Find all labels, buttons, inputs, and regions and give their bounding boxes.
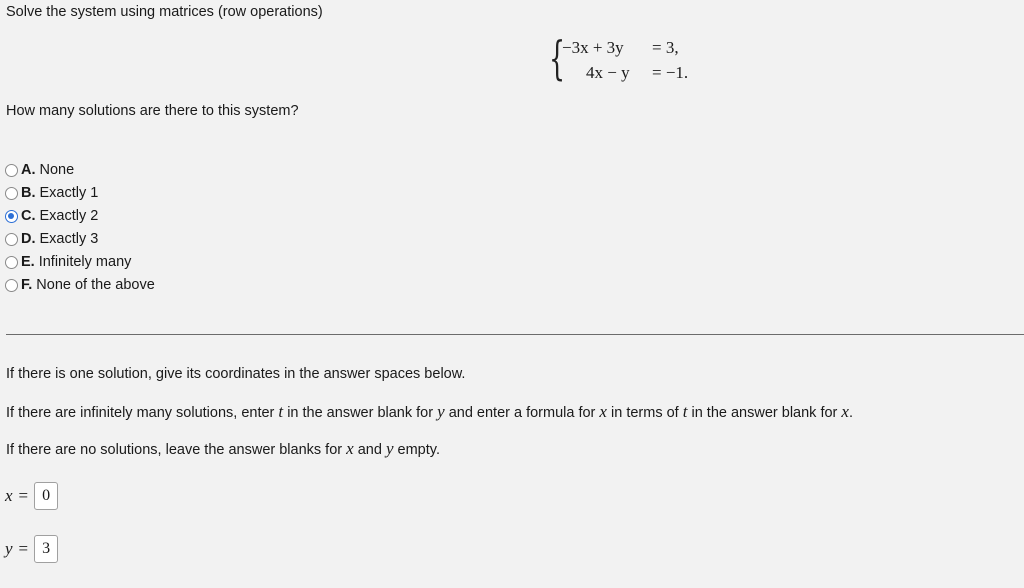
option-e-label: Infinitely many <box>38 254 132 270</box>
option-a-label: None <box>39 162 75 178</box>
radio-option-b[interactable] <box>5 187 18 200</box>
var-x-3: x <box>346 439 354 458</box>
instr-inf-c: and enter a formula for <box>448 405 596 421</box>
section-divider <box>6 334 1024 335</box>
equation-system <box>549 31 709 85</box>
option-c-letter: C. <box>21 208 36 224</box>
radio-option-a[interactable] <box>5 164 18 177</box>
equation-row-2-rhs: = −1. <box>652 63 689 82</box>
answer-row-x <box>5 481 58 511</box>
radio-option-d[interactable] <box>5 233 18 246</box>
problem-title: Solve the system using matrices (row operations) <box>6 4 323 20</box>
instruction-infinite-solutions <box>6 402 853 422</box>
instr-inf-a: If there are infinitely many solutions, enter <box>6 405 275 421</box>
radio-option-f[interactable] <box>5 279 18 292</box>
option-f[interactable] <box>5 274 155 296</box>
question-text: How many solutions are there to this system? <box>6 103 299 119</box>
instr-inf-end: . <box>848 405 853 421</box>
option-c[interactable] <box>5 205 98 227</box>
var-t: t <box>278 402 284 421</box>
answer-row-y <box>5 534 58 564</box>
answer-x-input[interactable]: 0 <box>34 482 58 510</box>
equation-row-1-rhs: = 3, <box>652 38 679 57</box>
instr-none-c: empty. <box>397 442 440 458</box>
option-e-letter: E. <box>21 254 35 270</box>
option-b-letter: B. <box>21 185 36 201</box>
option-c-label: Exactly 2 <box>39 208 99 224</box>
instruction-one-solution: If there is one solution, give its coordinates in the answer spaces below. <box>6 366 466 382</box>
instr-inf-e: in the answer blank for <box>691 405 838 421</box>
instr-none-a: If there are no solutions, leave the answer blanks for <box>6 442 343 458</box>
option-b[interactable] <box>5 182 98 204</box>
instr-none-b: and <box>357 442 382 458</box>
option-f-letter: F. <box>21 277 33 293</box>
answer-x-label: x <box>5 486 13 505</box>
left-brace: { <box>549 31 566 85</box>
radio-option-e[interactable] <box>5 256 18 269</box>
radio-option-c[interactable] <box>5 210 18 223</box>
var-x: x <box>599 402 607 421</box>
option-d[interactable] <box>5 228 98 250</box>
option-e[interactable] <box>5 251 131 273</box>
answer-y-equals: = <box>18 539 29 558</box>
option-d-letter: D. <box>21 231 36 247</box>
answer-y-label: y <box>5 539 13 558</box>
var-t-2: t <box>682 402 688 421</box>
answer-x-equals: = <box>18 486 29 505</box>
instr-inf-d: in terms of <box>611 405 679 421</box>
var-y: y <box>437 402 445 421</box>
var-x-2: x <box>841 402 849 421</box>
equation-row-1-lhs: −3x + 3y <box>562 38 624 57</box>
instruction-no-solutions <box>6 439 440 459</box>
instr-inf-b: in the answer blank for <box>287 405 434 421</box>
option-f-label: None of the above <box>36 277 155 293</box>
answer-y-input[interactable]: 3 <box>34 535 58 563</box>
option-d-label: Exactly 3 <box>39 231 99 247</box>
option-a[interactable] <box>5 159 74 181</box>
option-a-letter: A. <box>21 162 36 178</box>
option-b-label: Exactly 1 <box>39 185 99 201</box>
var-y-2: y <box>385 439 394 458</box>
equation-row-2-lhs: 4x − y <box>586 63 630 82</box>
